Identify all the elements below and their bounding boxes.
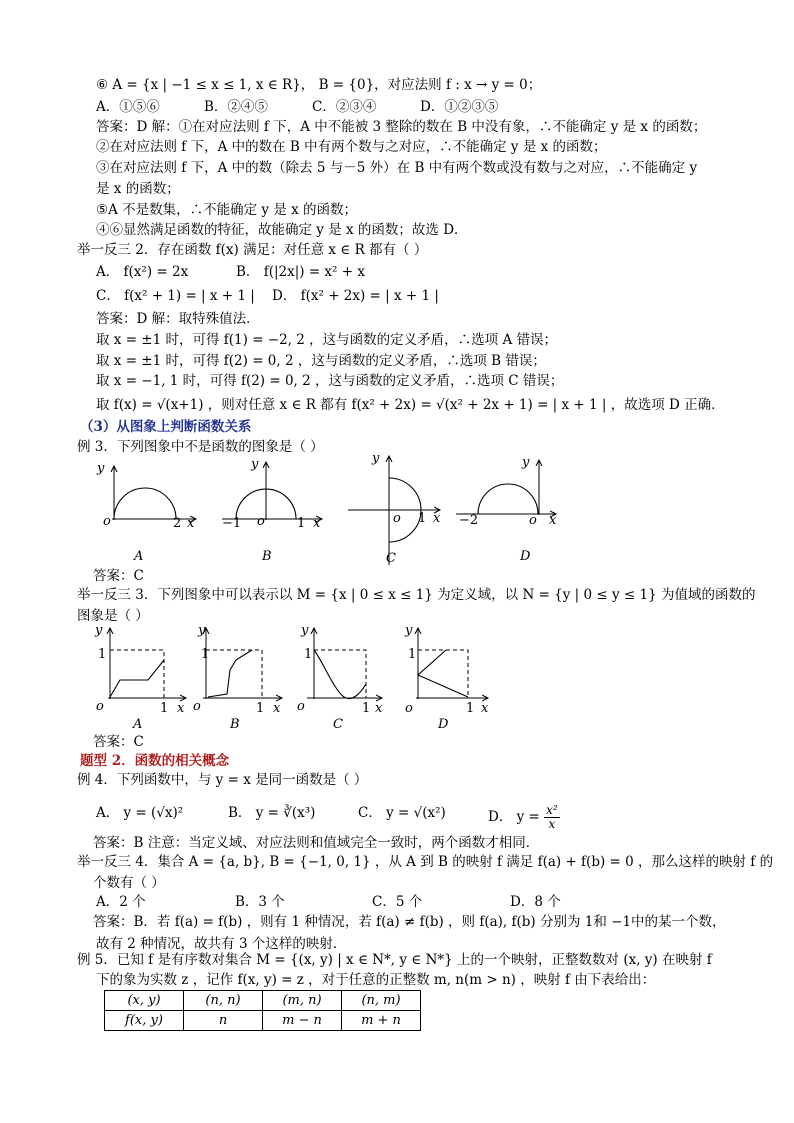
graph2-d-label: D [438,717,449,732]
graph-b-x-label: x [313,516,321,531]
practice-4-option-a: A．2 个 [96,894,146,910]
line-set-definition: ⑥ A = {x | −1 ≤ x ≤ 1, x ∈ R}， B = {0}，对应法则 f : x → y = 0； [96,77,542,93]
practice-2-step-d: 取 f(x) = √(x+1) ，则对任意 x ∈ R 都有 f(x² + 2x) = √(x² + 2x + 1) = | x + 1 | ，故选项 D 正确． [96,397,725,413]
practice-4-option-d: D．8 个 [510,894,561,910]
graph2-d-y-label: y [405,623,413,638]
table-cell: (m, n) [263,991,342,1011]
table-row [105,991,421,1011]
example-3-question: 例 3．下列图象中不是函数的图象是（ ） [77,439,324,455]
graph-a-origin: o [103,514,111,529]
practice-4-answer-cont: 故有 2 种情况，故共有 3 个这样的映射． [96,936,347,952]
graph2-b-origin: o [193,699,201,714]
graph2-c-one-y: 1 [304,647,313,662]
graph2-b-y-label: y [198,623,206,638]
graph-b-origin: o [257,514,265,529]
table-cell: (n, n) [184,991,263,1011]
explain-5: ⑤A 不是数集，∴不能确定 y 是 x 的函数； [96,202,358,218]
practice-2-option-a: A． f(x²) = 2x [96,264,189,280]
practice-2-answer: 答案：D 解：取特殊值法． [96,311,260,327]
table-cell: n [184,1011,263,1031]
practice-2-step-c: 取 x = −1, 1 时，可得 f(2) = 0, 2 ，这与函数的定义矛盾，∴选项 C 错误； [96,373,564,389]
example-4-option-a: A． y = (√x)² [96,805,184,821]
example-5-question: 例 5．已知 f 是有序数对集合 M = {(x, y) | x ∈ N*, y ∈ N*} 上的一个映射，正整数数对 (x, y) 在映射 f [77,952,712,968]
graph-b-tick-pos: 1 [297,516,306,531]
graph-a [96,461,196,564]
table-row [105,1011,421,1031]
graph-b-label: B [262,549,272,564]
practice-4-option-c: C．5 个 [372,894,423,910]
graph-a-x-label: x [187,516,195,531]
fraction-denominator: x [548,817,556,831]
graph2-c-origin: o [297,699,305,714]
table-cell: (x, y) [105,991,184,1011]
graph-d [456,455,557,564]
graph-b [222,457,322,564]
section-heading-graphs: （3）从图象上判断函数关系 [80,419,252,435]
practice-4-question-cont: 个数有（ ） [93,875,165,891]
example-4-option-d [488,804,560,831]
graph2-a-one-x: 1 [160,701,169,716]
graph2-a-y-label: y [95,623,103,638]
practice-2-option-c: C． f(x² + 1) = | x + 1 | [96,288,255,304]
graph2-b-one-y: 1 [201,647,210,662]
practice-4-question: 举一反三 4．集合 A = {a, b}, B = {−1, 0, 1} ，从 A 到 B 的映射 f 满足 f(a) + f(b) = 0 ，那么这样的映射 f 的 [77,854,774,870]
practice-2-question: 举一反三 2．存在函数 f(x) 满足：对任意 x ∈ R 都有（ ） [77,242,428,258]
example-4-question: 例 4．下列函数中，与 y = x 是同一函数是（ ） [77,772,368,788]
graph-d-origin: o [529,513,537,528]
explain-2: ②在对应法则 f 下，A 中的数在 B 中有两个数与之对应，∴不能确定 y 是 x 的函数； [96,139,607,155]
explain-46: ④⑥显然满足函数的特征，故能确定 y 是 x 的函数；故选 D． [96,222,468,238]
graph-b-y-label: y [251,457,259,472]
graph2-a-one-y: 1 [98,647,107,662]
practice-3-question-cont: 图象是（ ） [77,608,149,624]
example-4-option-d-label: D． y = [488,809,540,825]
graph-d-y-label: y [522,455,530,470]
option-d: D．①②③⑤ [420,99,499,115]
graph2-a-origin: o [96,699,104,714]
table-cell: m − n [263,1011,342,1031]
table-cell: m + n [342,1011,421,1031]
graph2-c-one-x: 1 [362,701,371,716]
graph2-a [94,623,186,732]
graph-c-label: C [386,551,396,566]
table-cell: (n, m) [342,991,421,1011]
practice-2-option-d: D． f(x² + 2x) = | x + 1 | [272,288,439,304]
graph-c-y-label: y [372,451,380,466]
graph2-d-one-y: 1 [408,647,417,662]
graph2-c-x-label: x [375,701,383,716]
graph-c-origin: o [393,511,401,526]
graph-c-tick: 1 [418,511,427,526]
graph-a-y-label: y [97,461,105,476]
graph2-c-y-label: y [301,623,309,638]
graph-d-tick: −2 [459,513,479,528]
graph2-a-x-label: x [177,701,185,716]
graph2-a-label: A [133,717,143,732]
graph2-c [297,623,383,732]
graph2-b-label: B [230,717,240,732]
example-5-question-cont: 下的象为实数 z ，记作 f(x, y) = z ，对于任意的正整数 m, n(m > n) ，映射 f 由下表给出： [96,972,656,988]
mapping-table [104,990,421,1031]
graph2-c-label: C [333,717,343,732]
option-a: A．①⑤⑥ [96,99,160,115]
answer-line: 答案：D 解：①在对应法则 f 下，A 中不能被 3 整除的数在 B 中没有象，∴不能确定 y 是 x 的函数； [96,119,707,135]
practice-2-step-a: 取 x = ±1 时，可得 f(1) = −2, 2 ，这与函数的定义矛盾，∴选项 A 错误； [96,332,557,348]
graph2-d-one-x: 1 [466,701,475,716]
option-b: B．②④⑤ [204,99,268,115]
explain-3-cont: 是 x 的函数； [96,181,180,197]
example-4-option-d-fraction [544,804,560,831]
practice-2-option-b: B． f(|2x|) = x² + x [236,264,365,280]
practice-4-answer: 答案：B．若 f(a) = f(b) ，则有 1 种情况，若 f(a) ≠ f(b) ，则 f(a), f(b) 分别为 1和 −1中的某一个数， [93,914,726,930]
graph2-d-x-label: x [481,701,489,716]
graph2-b-one-x: 1 [256,701,265,716]
option-c: C．②③④ [312,99,377,115]
graph-a-tick: 2 [173,516,182,531]
explain-3: ③在对应法则 f 下，A 中的数（除去 5 与－5 外）在 B 中有两个数或没有数与之对应，∴不能确定 y [96,160,698,176]
graph-c [348,451,441,566]
fraction-numerator: x² [546,803,558,817]
practice-3-question: 举一反三 3．下列图象中可以表示以 M = {x | 0 ≤ x ≤ 1} 为定义域，以 N = {y | 0 ≤ y ≤ 1} 为值域的函数的 [77,587,756,603]
graph-a-label: A [134,549,144,564]
practice-2-step-b: 取 x = ±1 时，可得 f(2) = 0, 2 ，这与函数的定义矛盾，∴选项 B 错误； [96,353,546,369]
example-4-option-b: B． y = ∛(x³) [228,805,316,821]
graph2-b [193,623,282,732]
graph-d-x-label: x [549,513,557,528]
example-4-option-c: C． y = √(x²) [358,805,446,821]
graph-b-tick-neg: −1 [222,516,242,531]
example-4-answer: 答案：B 注意：当定义域、对应法则和值域完全一致时，两个函数才相同． [93,835,540,851]
graph2-d-origin: o [405,701,413,716]
example-3-answer: 答案：C [93,568,144,584]
practice-3-answer: 答案：C [93,734,144,750]
graph2-d [404,623,489,732]
graph2-b-x-label: x [273,701,281,716]
practice-4-option-b: B．3 个 [235,894,285,910]
graph-d-label: D [520,549,531,564]
table-cell: f(x, y) [105,1011,184,1031]
section-heading-type2: 题型 2．函数的相关概念 [80,753,230,769]
graph-c-x-label: x [433,511,441,526]
